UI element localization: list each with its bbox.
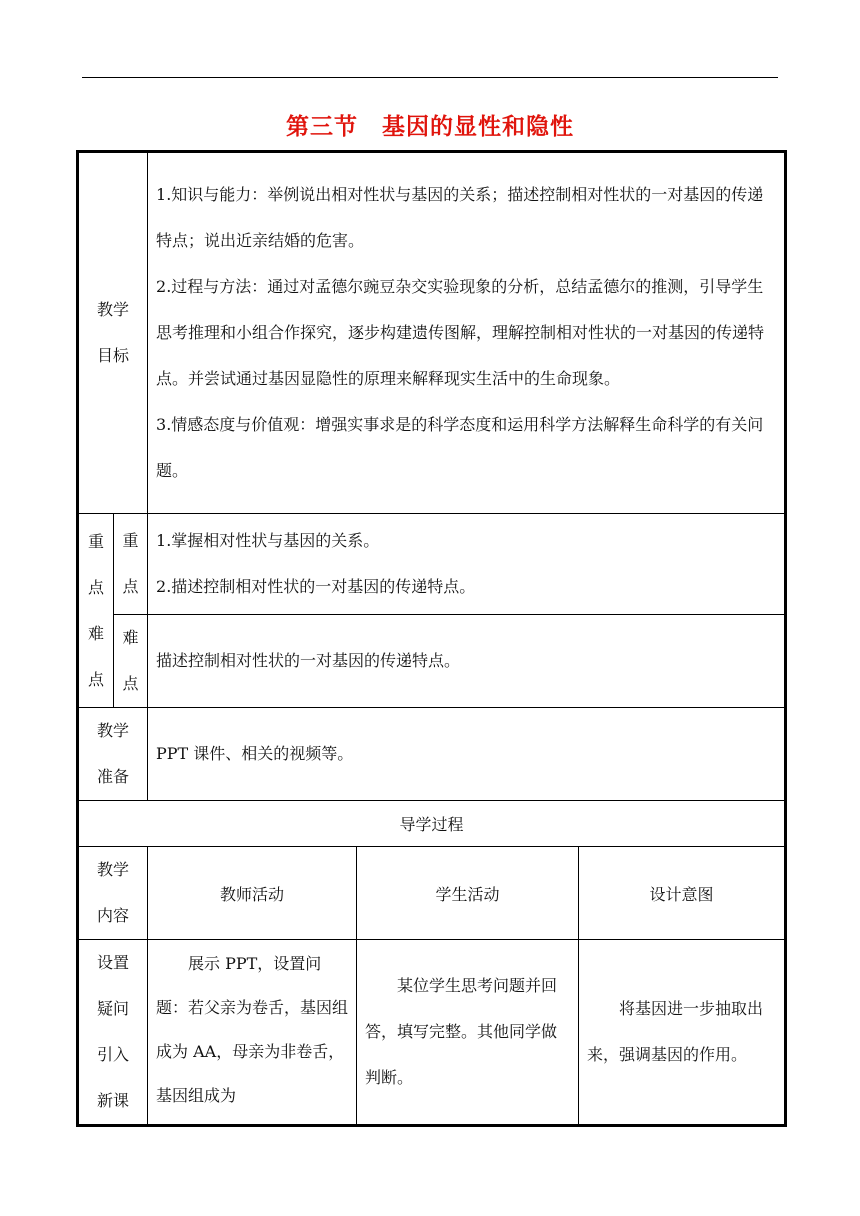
row-intro-intent: 将基因进一步抽取出来，强调基因的作用。 — [579, 940, 786, 1126]
lesson-plan-table — [76, 150, 784, 1108]
label-char: 点 — [122, 674, 139, 693]
objective-process: 2.过程与方法：通过对孟德尔豌豆杂交实验现象的分析，总结孟德尔的推测，引导学生思考推理和小组合作探究，逐步构建遗传图解，理解控制相对性状的一对基因的传递特点。并尝试通过基因显隐性的原理来解释现实生活中的生命现象。 — [156, 277, 765, 388]
preparation-row — [78, 708, 786, 801]
label-line: 设置 — [97, 953, 130, 972]
process-heading: 导学过程 — [78, 801, 786, 847]
col-intent-header: 设计意图 — [579, 847, 786, 940]
label-char: 点 — [87, 577, 104, 597]
objectives-content — [148, 152, 786, 514]
row-intro-student: 某位学生思考问题并回答，填写完整。其他同学做判断。 — [357, 940, 579, 1126]
key-points-row — [78, 514, 786, 615]
difficult-points-content — [148, 615, 786, 708]
label-line: 引入 — [97, 1045, 130, 1064]
label-line: 教学 — [97, 860, 130, 879]
label-char: 重 — [122, 531, 139, 550]
objectives-row — [78, 152, 786, 514]
process-columns-row — [78, 847, 786, 940]
difficult-points-label — [114, 615, 148, 708]
objective-attitude: 3.情感态度与价值观：增强实事求是的科学态度和运用科学方法解释生命科学的有关问题。 — [156, 415, 764, 480]
key-points-label — [114, 514, 148, 615]
col-teacher-header: 教师活动 — [148, 847, 357, 940]
label-line: 教学 — [97, 721, 130, 740]
row-intro-teacher: 展示 PPT，设置问题：若父亲为卷舌，基因组成为 AA，母亲为非卷舌，基因组成为 — [148, 940, 357, 1126]
label-char: 点 — [87, 669, 104, 689]
preparation-text: PPT 课件、相关的视频等。 — [156, 744, 354, 763]
col-student-header: 学生活动 — [357, 847, 579, 940]
process-row-intro — [78, 940, 786, 1126]
label-char: 重 — [87, 531, 104, 551]
process-heading-row — [78, 801, 786, 847]
label-char: 难 — [87, 623, 104, 643]
objectives-label — [78, 152, 148, 514]
header-rule — [82, 77, 778, 78]
label-line: 内容 — [97, 906, 130, 925]
page-title: 第三节 基因的显性和隐性 — [286, 114, 574, 140]
label-line: 目标 — [97, 346, 130, 365]
objective-knowledge: 1.知识与能力：举例说出相对性状与基因的关系；描述控制相对性状的一对基因的传递特点；说出近亲结婚的危害。 — [156, 185, 764, 250]
key-point-item: 2.描述控制相对性状的一对基因的传递特点。 — [156, 577, 476, 596]
difficult-points-row — [78, 615, 786, 708]
label-char: 点 — [122, 577, 139, 596]
key-points-content — [148, 514, 786, 615]
label-line: 准备 — [97, 767, 130, 786]
col-content-header — [78, 847, 148, 940]
label-line: 新课 — [97, 1091, 130, 1110]
preparation-content — [148, 708, 786, 801]
preparation-label — [78, 708, 148, 801]
key-difficult-label — [78, 514, 114, 708]
key-point-item: 1.掌握相对性状与基因的关系。 — [156, 531, 380, 550]
label-line: 疑问 — [97, 999, 130, 1018]
difficult-point-text: 描述控制相对性状的一对基因的传递特点。 — [156, 651, 461, 670]
row-intro-content — [78, 940, 148, 1126]
label-char: 难 — [122, 628, 139, 647]
label-line: 教学 — [97, 300, 130, 319]
